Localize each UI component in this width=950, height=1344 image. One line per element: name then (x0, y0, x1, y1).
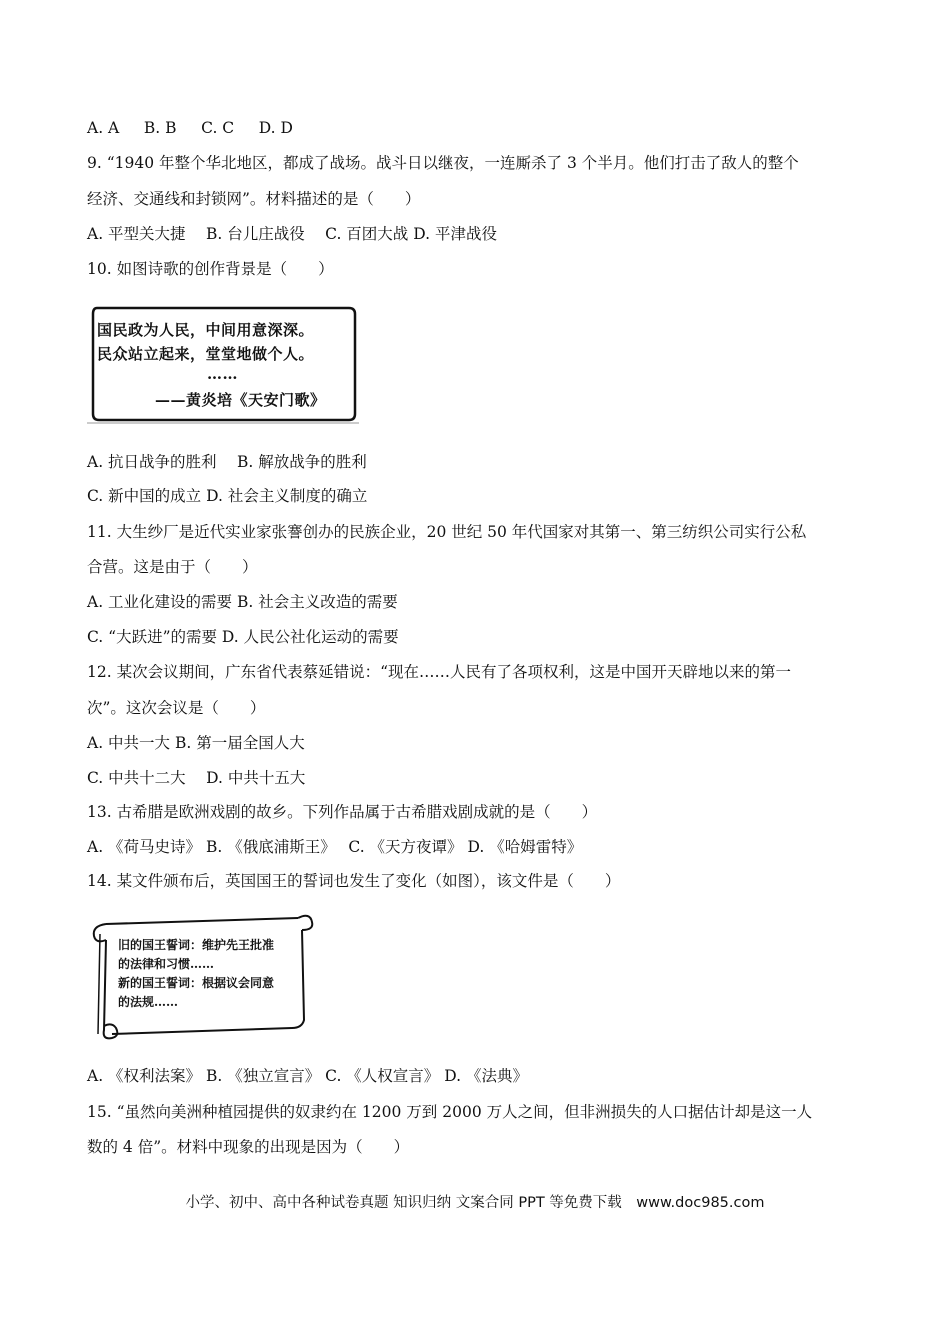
q8-options: A. A B. B C. C D. D (87, 119, 293, 137)
oath-line-3: 新的国王誓词：根据议会同意 (118, 976, 275, 990)
q14-stem: 14. 某文件颁布后，英国国王的誓词也发生了变化（如图），该文件是（ ） (87, 872, 621, 890)
q11-stem-line1: 11. 大生纱厂是近代实业家张謇创办的民族企业，20 世纪 50 年代国家对其第一、第三纺织公司实行公私 (87, 523, 807, 541)
poem-image (87, 302, 359, 424)
q10-options-line2: C. 新中国的成立 D. 社会主义制度的确立 (87, 487, 368, 505)
q13-stem: 13. 古希腊是欧洲戏剧的故乡。下列作品属于古希腊戏剧成就的是（ ） (87, 803, 598, 821)
q9-options: A. 平型关大捷 B. 台儿庄战役 C. 百团大战 D. 平津战役 (87, 225, 497, 243)
q9-stem-line1: 9. “1940 年整个华北地区，都成了战场。战斗日以继夜，一连厮杀了 3 个半月。他们打击了敌人的整个 (87, 154, 799, 172)
q11-options-line1: A. 工业化建设的需要 B. 社会主义改造的需要 (87, 593, 398, 611)
poem-line-2: 民众站立起来，堂堂地做个人。 (97, 345, 315, 363)
q14-options: A. 《权利法案》 B. 《独立宣言》 C. 《人权宣言》 D. 《法典》 (87, 1067, 528, 1085)
poem-author: ——黄炎培《天安门歌》 (155, 391, 326, 409)
q10-stem: 10. 如图诗歌的创作背景是（ ） (87, 260, 334, 278)
q9-stem-line2: 经济、交通线和封锁网”。材料描述的是（ ） (87, 190, 421, 208)
oath-line-1: 旧的国王誓词：维护先王批准 (118, 938, 275, 952)
q11-options-line2: C. “大跃进”的需要 D. 人民公社化运动的需要 (87, 628, 399, 646)
page-footer: 小学、初中、高中各种试卷真题 知识归纳 文案合同 PPT 等免费下载 www.doc985.com (185, 1195, 765, 1211)
poem-dots: …… (207, 365, 238, 383)
q10-options-line1: A. 抗日战争的胜利 B. 解放战争的胜利 (87, 453, 367, 471)
oath-scroll-image (88, 910, 328, 1042)
q15-stem-line2: 数的 4 倍”。材料中现象的出现是因为（ ） (87, 1138, 410, 1156)
poem-line-1: 国民政为人民，中间用意深深。 (97, 321, 315, 339)
q13-options: A. 《荷马史诗》 B. 《俄底浦斯王》 C. 《天方夜谭》 D. 《哈姆雷特》 (87, 838, 583, 856)
oath-line-2: 的法律和习惯…… (118, 957, 215, 971)
q12-stem-line1: 12. 某次会议期间，广东省代表蔡延错说：“现在……人民有了各项权利，这是中国开天辟地以来的第一 (87, 663, 792, 681)
q11-stem-line2: 合营。这是由于（ ） (87, 558, 258, 576)
q12-stem-line2: 次”。这次会议是（ ） (87, 699, 266, 717)
q12-options-line1: A. 中共一大 B. 第一届全国人大 (87, 734, 305, 752)
oath-line-4: 的法规…… (118, 995, 179, 1009)
q12-options-line2: C. 中共十二大 D. 中共十五大 (87, 769, 306, 787)
q15-stem-line1: 15. “虽然向美洲种植园提供的奴隶约在 1200 万到 2000 万人之间，但非洲损失的人口据估计却是这一人 (87, 1103, 813, 1121)
